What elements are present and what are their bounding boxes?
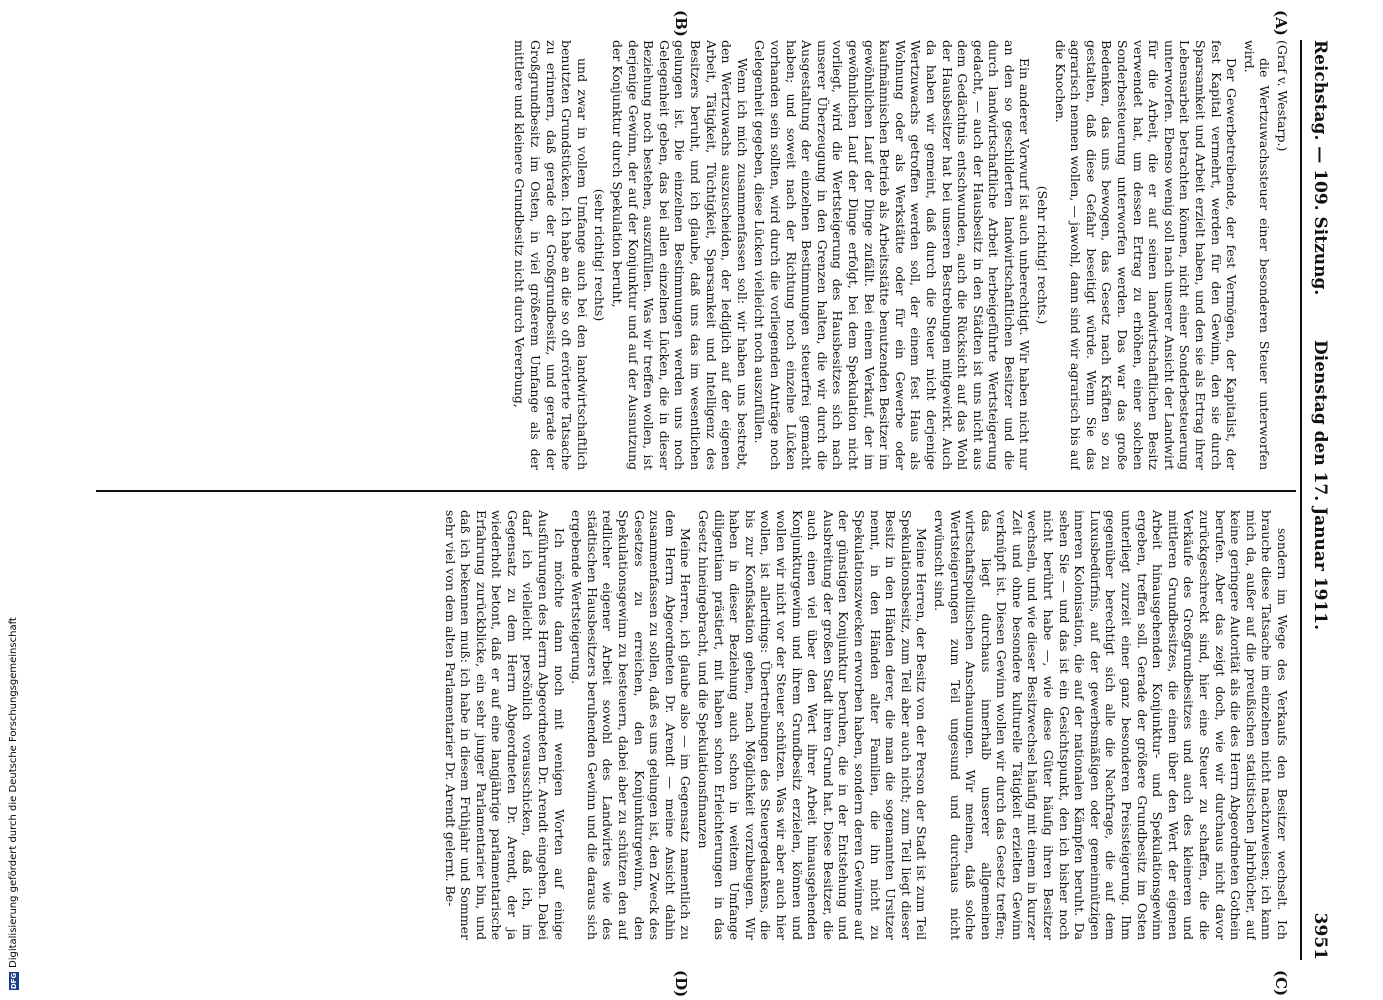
dfg-logo: DFG (9, 972, 18, 990)
interjection: (Sehr richtig! rechts.) (1035, 185, 1051, 325)
paragraph: Wenn ich mich zusammenfassen soll: wir haben uns bestrebt, den Wertzuwachs auszuscheiden, der lediglich auf der eigenen Arbeit, Tätigkeit, Tüchtigkeit, Sparsamkeit und Intelligenz des Besitzers beruht, und ich glaube, daß uns das im wesentlichen gelungen ist. Die einzelnen Bestimmungen werden uns noch Gelegenheit geben, das bei allen einzelnen Lücken, die in dieser Beziehung noch bestehen, auszufüllen. Was wir treffen wollen, ist derjenige Gewinn, der auf der Konjunktur und auf der Ausnutzung der Konjunktur durch Spekulation beruht, (610, 40, 750, 470)
header-rule (1300, 40, 1302, 960)
paragraph: Ein anderer Vorwurf ist auch unberechtigt. Wir haben nicht nur an den so geschilderten landwirtschaftlichen Besitzer und die durch landwirtschaftliche Arbeit herbeigeführte Wertsteigerung gedacht, — auch der Hausbesitz in den Städten ist uns nicht aus dem Gedächtnis entschwunden, auch die Rücksicht auf das Wohl der Hausbesitzer hat bei unseren Bestrebungen mitgewirkt. Auch da haben wir gemeint, daß durch die Steuer nicht derjenige Wertzuwachs getroffen werden soll, der einem fest Haus als Wohnung oder als Werkstätte oder für ein Gewerbe oder kaufmännischen Betrieb als Arbeitsstätte benutzenden Besitzer im gewöhnlichen Lauf der Dinge zufällt. Bei einem Verkauf, der im gewöhnlichen Lauf der Dinge erfolgt, bei dem Spekulation nicht vorliegt, wird die Wertsteigerung des Hausbesitzes sich nach unserer Überzeugung in den Grenzen halten, die wir durch die Ausgestaltung der einzelnen Bestimmungen steuerfrei gemacht haben; und soweit nach der Richtung noch einzelne Lücken vorhanden sein sollten, wird durch die vorliegenden Anträge noch Gelegenheit gegeben, diese Lücken vielleicht noch auszufüllen. (752, 40, 1033, 470)
column-divider (96, 490, 1296, 492)
margin-mark-a: (A) (1272, 10, 1290, 36)
left-column (90, 40, 1290, 470)
paragraph: Meine Herren, ich glaube also — im Gegensatz namentlich zu dem Herrn Abgeordneten Dr. Arendt — meine Ansicht dahin zusammenfassen zu sollen, daß es uns gelungen ist, den Zweck des Gesetzes zu erreichen, den Konjunkturgewinn, den Spekulationsgewinn zu besteuern, dabei aber zu schützen den auf redlicher eigener Arbeit sowohl des Landwirtes wie des städtischen Hausbesitzers beruhenden Gewinn und die daraus sich ergebende Wertsteigerung. (569, 510, 694, 940)
margin-mark-c: (C) (1272, 970, 1290, 997)
paragraph: Meine Herren, der Besitz von der Person der Stadt ist zum Teil Spekulationsbesitz, zum Teil aber auch nicht; zum Teil liegt dieser Besitz in den Händen derer, die man die sogenannten Ursitzer nennt, in den Händen alter Familien, die ihn nicht zu Spekulationszwecken erworben haben, sondern deren Gewinne auf der günstigen Konjunktur beruhen, die in der Entstehung und Ausbreitung der großen Stadt ihren Grund hat. Diese Besitzer, die auch einen viel über den Wert ihrer Arbeit hinausgehenden Konjunkturgewinn und ihrem Grundbesitz erzielen, können und wollen wir nicht vor der Steuer schützen. Was wir aber auch hier wollen, ist allerdings: Übertreibungen des Steuergedankens, die bis zur Konfiskation gehen, nach Möglichkeit vorzubeugen. Wir haben in dieser Beziehung auch schon in weitem Umfange diligentiam prästiert, mit haben schon Erleichterungen in das Gesetz hineingebracht, und die Spekulationsfinanzen (696, 510, 930, 940)
right-column (90, 510, 1290, 940)
interjection: (sehr richtig! rechts) (592, 188, 608, 322)
funding-text: Digitalisierung gefördert durch die Deutsche Forschungsgemeinschaft (8, 617, 19, 968)
page-number: 3951 (1310, 912, 1330, 960)
paragraph: sondern im Wege des Verkaufs den Besitzer wechselt. Ich brauche diese Tatsache im einzelnen nicht nachzuweisen; ich kann mich da, außer auf die preußischen statistischen Jahrbücher, auf keine geringere Autorität als die des Herrn Abgeordneten Gothein berufen. Aber das zeigt doch, wie wir durchaus nicht davor zurückgeschreckt sind, hier eine Steuer zu schaffen, die die Verkäufe des Großgrundbesitzes und auch des kleineren und mittleren Grundbesitzes, die einen über den Wert der eigenen Arbeit hinausgehenden Konjunktur- und Spekulationsgewinn ergeben, treffen soll. Gerade der größere Grundbesitz im Osten unterliegt zurzeit einer ganz besonderen Preissteigerung. Ihm gegenüber berechtigt sich alle die Nachfrage, die auf dem Luxusbedürfnis, auf der gewerbsmäßigen oder gemeinnützigen inneren Kolonisation, die auf der nationalen Kämpfen beruht. Da sehen Sie — und das ist ein Gesichtspunkt, den ich bisher noch nicht berührt habe —, wie diese Güter häufig ihren Besitzer wechseln, und wie dieser Besitzwechsel häufig mit einem in kurzer Zeit und ohne besondere kulturelle Tätigkeit erzielten Gewinn verknüpft ist. Diesen Gewinn wollen wir durch das Gesetz treffen; das liegt durchaus innerhalb unserer allgemeinen wirtschaftspolitischen Anschauungen. Wir meinen, daß solche Wertsteigerungen zum Teil ungesund und durchaus nicht erwünscht sind. (931, 510, 1290, 940)
header-date: Dienstag den 17. Januar 1911. (1310, 340, 1330, 630)
rotated-page-content (70, 10, 1330, 998)
paragraph: Der Gewerbetreibende, der fest Vermögen, der Kapitalist, der fest Kapital vermehrt, werden für den Gewinn, den sie durch Sparsamkeit und Arbeit erzielt haben, und den sie als Ertrag ihrer Lebensarbeit betrachten können, nicht einer Sonderbesteuerung unterworfen. Ebenso wenig soll nach unserer Ansicht der Landwirt für die Arbeit, die er auf seinen landwirtschaftlichen Besitz verwendet hat, um dessen Ertrag zu erhöhen, einer solchen Sonderbesteuerung unterworfen werden. Das war das große Bedenken, das uns bewogen, das Gesetz nach Kräften so zu gestalten, daß diese Gefahr beseitigt würde. Wenn Sie das agrarisch nennen wollen, — jawohl, dann sind wir agrarisch bis auf die Knochen. (1052, 40, 1240, 470)
paragraph: die Wertzuwachssteuer einer besonderen Steuer unterworfen wird. (1241, 40, 1273, 470)
margin-mark-b: (B) (672, 10, 690, 37)
paragraph: und zwar in vollem Umfange auch bei den landwirtschaftlich benutzten Grundstücken. Ich habe an die so oft erörterte Tatsache zu erinnern, daß gerade der Großgrundbesitz, und gerade der Großgrundbesitz im Osten, in viel größerem Umfange als der mittlere und kleinere Grundbesitz nicht durch Vererbung, (512, 40, 590, 470)
funding-note (8, 617, 19, 990)
speaker-name: (Graf v. Westarp.) (1275, 40, 1290, 152)
page-header (1304, 40, 1330, 960)
header-session: Reichstag. — 109. Sitzung. (1310, 40, 1330, 296)
paragraph: Ich möchte dann noch mit wenigen Worten auf einige Ausführungen des Herrn Abgeordneten Dr. Arendt eingehen. Dabei darf ich vielleicht persönlich vorausschicken, daß ich, im Gegensatz zu dem Herrn Abgeordneten Dr. Arendt, der ja wiederholt betont, daß er auf eine langjährige parlamentarische Erfahrung zurückblicke, ein sehr junger Parlamentarier bin, und daß ich bekennen muß: ich habe in diesem Frühjahr und Sommer sehr viel von dem alten Parlamentarier Dr. Arendt gelernt. Be- (442, 510, 567, 940)
margin-mark-d: (D) (672, 970, 690, 998)
